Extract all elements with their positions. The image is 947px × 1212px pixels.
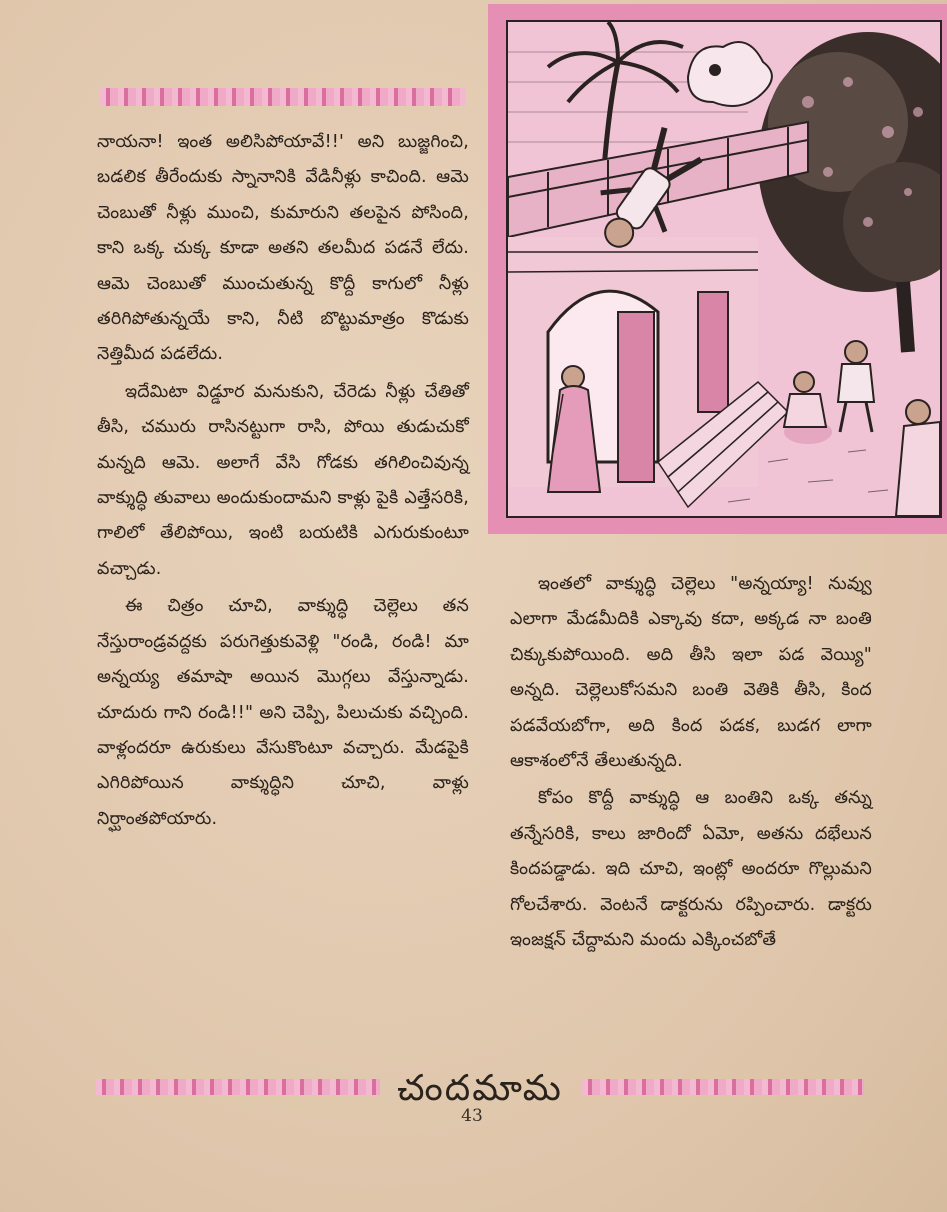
paragraph: ఈ చిత్రం చూచి, వాక్శుద్ధి చెల్లెలు తన నేస్తురాండ్రవద్దకు పరుగెత్తుకువెళ్లి "రండి, రండి! మా అన్నయ్య తమాషా అయిన మొగ్గలు వేస్తున్నాడు. చూదురు గాని రండి!!" అని చెప్పి, పిలుచుకు వచ్చింది. వాళ్లందరూ ఉరుకులు వేసుకొంటూ వచ్చారు. మేడపైకి ఎగిరిపోయిన వాక్శుద్ధిని చూచి, వాళ్లు నిర్ఘాంతపోయారు. [97, 596, 469, 829]
left-text-column [97, 125, 469, 839]
magazine-title: చందమామ [397, 1068, 563, 1109]
paragraph: ఇంతలో వాక్శుద్ధి చెల్లెలు "అన్నయ్యా! నువ్వు ఎలాగా మేడమీదికి ఎక్కావు కదా, అక్కడ నా బంతి చిక్కుకుపోయింది. అది తీసి ఇలా పడ వెయ్యి" అన్నది. చెల్లెలుకోసమని బంతి వెతికి తీసి, కింద పడవేయబోగా, అది కింద పడక, బుడగ లాగా ఆకాశంలోనే తేలుతున్నది. [510, 574, 872, 772]
decorative-border-bottom-left [96, 1079, 380, 1095]
story-illustration [506, 20, 942, 518]
decorative-border-top [100, 88, 466, 106]
paragraph: నాయనా! ఇంత అలిసిపోయావే!!' అని బుజ్జగించి, బడలిక తీరేందుకు స్నానానికి వేడినీళ్లు కాచింది. ఆమె చెంబుతో నీళ్లు ముంచి, కుమారుని తలపైన పోసింది, కాని ఒక్క చుక్క కూడా అతని తలమీద పడనే లేదు. ఆమె చెంబుతో ముంచుతున్న కొద్దీ కాగులో నీళ్లు తరిగిపోతున్నయే కాని, నీటి బొట్టుమాత్రం కొడుకు నెత్తిమీద పడలేదు. [97, 132, 469, 365]
page-number: 43 [461, 1106, 483, 1126]
paragraph: కోపం కొద్దీ వాక్శుద్ధి ఆ బంతిని ఒక్క తన్ను తన్నేసరికి, కాలు జారిందో ఏమో, అతను దభేలున కిందపడ్డాడు. ఇది చూచి, ఇంట్లో అందరూ గొల్లుమని గోలచేశారు. వెంటనే డాక్టరును రప్పించారు. డాక్టరు ఇంజక్షన్ చేద్దామని మందు ఎక్కించబోతే [510, 788, 872, 951]
paragraph: ఇదేమిటా విడ్డూర మనుకుని, చేరెడు నీళ్లు చేతితో తీసి, చమురు రాసినట్టుగా రాసి, పోయి తుడుచుకో మన్నది ఆమె. అలాగే వేసి గోడకు తగిలించివున్న వాక్శుద్ధి తువాలు అందుకుందామని కాళ్లు పైకి ఎత్తేసరికి, గాలిలో తేలిపోయి, ఇంటి బయటికి ఎగురుకుంటూ వచ్చాడు. [97, 381, 469, 579]
decorative-border-bottom-right [582, 1079, 864, 1095]
right-text-column [510, 567, 872, 960]
